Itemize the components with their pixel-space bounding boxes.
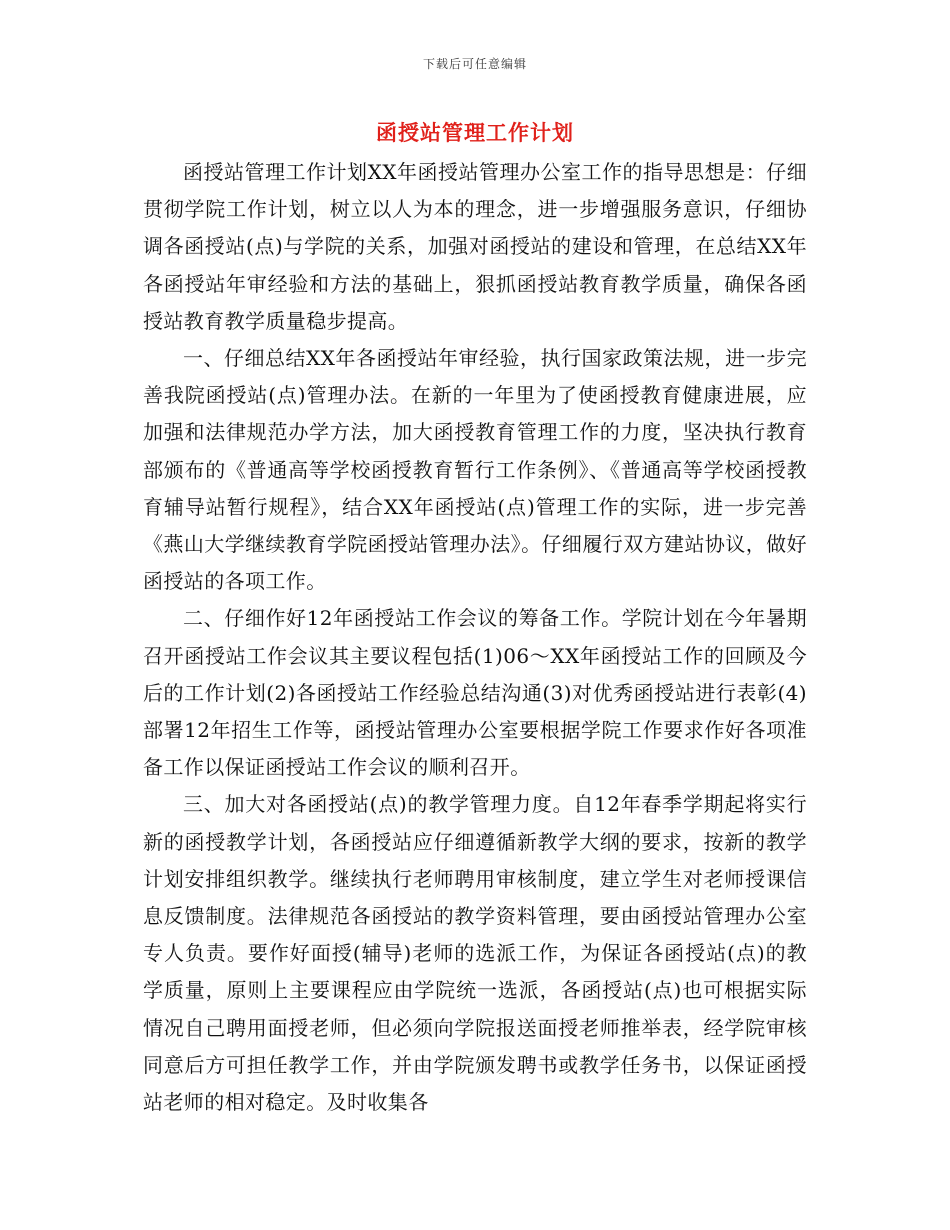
paragraph-section-3: 三、加大对各函授站(点)的教学管理力度。自12年春季学期起将实行新的函授教学计划，各函授站应仔细遵循新教学大纲的要求，按新的教学计划安排组织教学。继续执行老师聘用审核制度，建立学生对老师授课信息反馈制度。法律规范各函授站的教学资料管理，要由函授站管理办公室专人负责。要作好面授(辅导)老师的选派工作，为保证各函授站(点)的教学质量，原则上主要课程应由学院统一选派，各函授站(点)也可根据实际情况自己聘用面授老师，但必须向学院报送面授老师推举表，经学院审核同意后方可担任教学工作，并由学院颁发聘书或教学任务书，以保证函授站老师的相对稳定。及时收集各 bbox=[143, 792, 807, 1115]
header-note: 下载后可任意编辑 bbox=[422, 57, 527, 71]
paragraph-intro: 函授站管理工作计划XX年函授站管理办公室工作的指导思想是：仔细贯彻学院工作计划，树立以人为本的理念，进一步增强服务意识，仔细协调各函授站(点)与学院的关系，加强对函授站的建设和管理，在总结XX年各函授站年审经验和方法的基础上，狠抓函授站教育教学质量，确保各函授站教育教学质量稳步提高。 bbox=[143, 160, 807, 333]
paragraph-section-1: 一、仔细总结XX年各函授站年审经验，执行国家政策法规，进一步完善我院函授站(点)管理办法。在新的一年里为了使函授教育健康进展，应加强和法律规范办学方法，加大函授教育管理工作的力度，坚决执行教育部颁布的《普通高等学校函授教育暂行工作条例》、《普通高等学校函授教育辅导站暂行规程》，结合XX年函授站(点)管理工作的实际，进一步完善《燕山大学继续教育学院函授站管理办法》。仔细履行双方建站协议，做好函授站的各项工作。 bbox=[143, 346, 807, 594]
document-body bbox=[143, 154, 807, 1121]
paragraph-section-2: 二、仔细作好12年函授站工作会议的筹备工作。学院计划在今年暑期召开函授站工作会议其主要议程包括(1)06～XX年函授站工作的回顾及今后的工作计划(2)各函授站工作经验总结沟通(3)对优秀函授站进行表彰(4)部署12年招生工作等，函授站管理办公室要根据学院工作要求作好各项准备工作以保证函授站工作会议的顺利召开。 bbox=[143, 606, 807, 780]
document-title: 函授站管理工作计划 bbox=[376, 120, 574, 145]
